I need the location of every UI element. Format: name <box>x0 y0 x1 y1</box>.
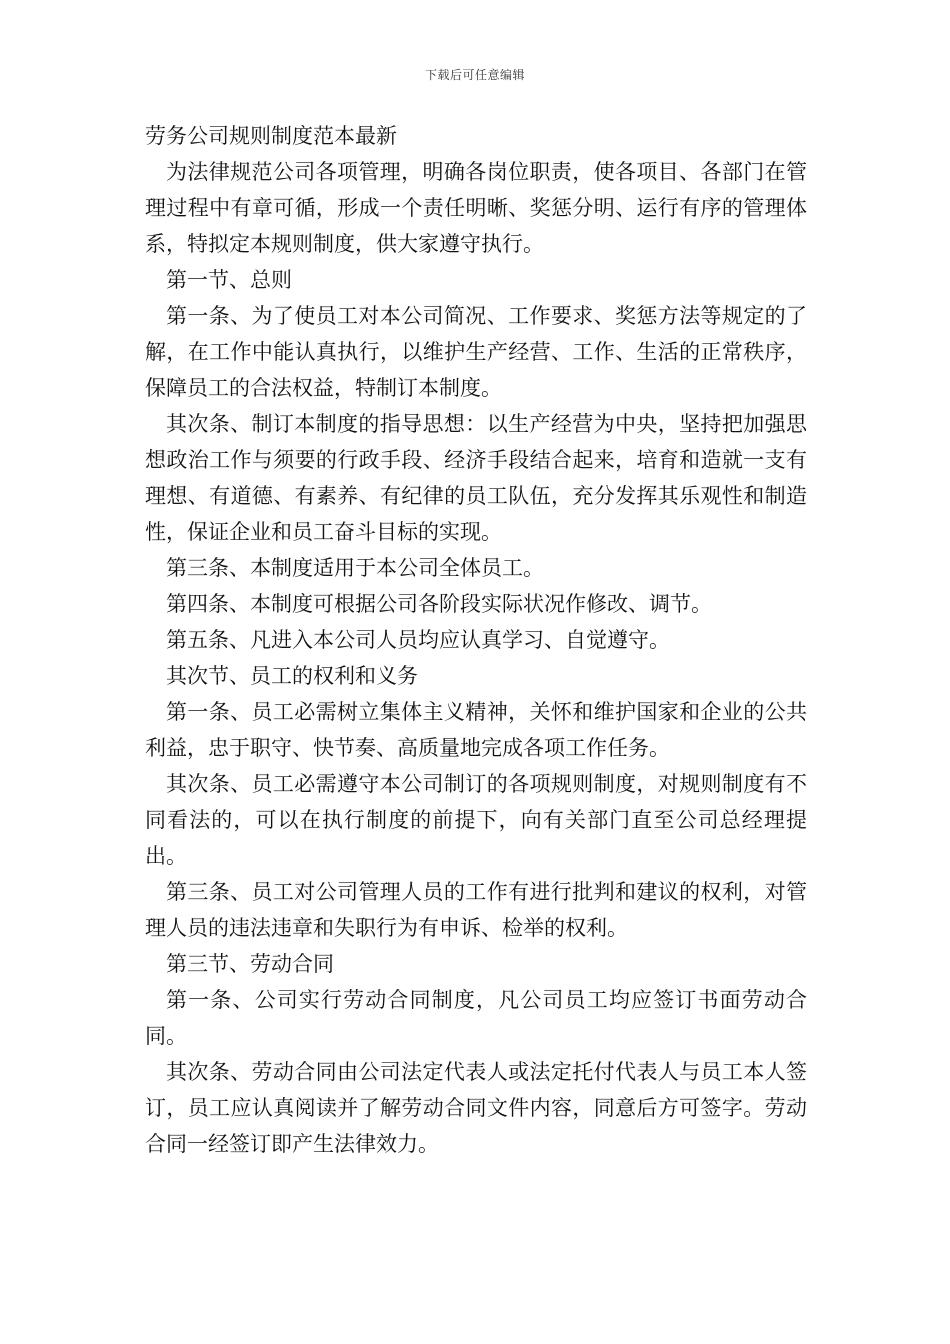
article-paragraph: 第三条、员工对公司管理人员的工作有进行批判和建议的权利，对管理人员的违法违章和失职行为有申诉、检举的权利。 <box>145 880 807 940</box>
article-paragraph: 第一条、为了使员工对本公司简况、工作要求、奖惩方法等规定的了解，在工作中能认真执行，以维护生产经营、工作、生活的正常秩序，保障员工的合法权益，特制订本制度。 <box>145 304 807 400</box>
intro-paragraph: 为法律规范公司各项管理，明确各岗位职责，使各项目、各部门在管理过程中有章可循，形成一个责任明晰、奖惩分明、运行有序的管理体系，特拟定本规则制度，供大家遵守执行。 <box>145 160 807 256</box>
article-paragraph: 第一条、员工必需树立集体主义精神，关怀和维护国家和企业的公共利益，忠于职守、快节奏、高质量地完成各项工作任务。 <box>145 700 807 760</box>
article-paragraph: 第一条、公司实行劳动合同制度，凡公司员工均应签订书面劳动合同。 <box>145 988 807 1048</box>
section-heading-general: 第一节、总则 <box>166 268 292 292</box>
document-body <box>145 118 807 1162</box>
article-paragraph: 第四条、本制度可根据公司各阶段实际状况作修改、调节。 <box>166 592 712 616</box>
article-paragraph: 其次条、劳动合同由公司法定代表人或法定托付代表人与员工本人签订，员工应认真阅读并了解劳动合同文件内容，同意后方可签字。劳动合同一经签订即产生法律效力。 <box>145 1060 807 1156</box>
article-paragraph: 其次条、员工必需遵守本公司制订的各项规则制度，对规则制度有不同看法的，可以在执行制度的前提下，向有关部门直至公司总经理提出。 <box>145 772 807 868</box>
article-paragraph: 其次条、制订本制度的指导思想：以生产经营为中央，坚持把加强思想政治工作与须要的行政手段、经济手段结合起来，培育和造就一支有理想、有道德、有素养、有纪律的员工队伍，充分发挥其乐观性和制造性，保证企业和员工奋斗目标的实现。 <box>145 412 807 544</box>
section-heading-contract: 第三节、劳动合同 <box>166 952 334 976</box>
document-title: 劳务公司规则制度范本最新 <box>145 124 397 148</box>
article-paragraph: 第三条、本制度适用于本公司全体员工。 <box>166 556 544 580</box>
header-note: 下载后可任意编辑 <box>424 68 525 82</box>
section-heading-rights: 其次节、员工的权利和义务 <box>166 664 418 688</box>
article-paragraph: 第五条、凡进入本公司人员均应认真学习、自觉遵守。 <box>166 628 670 652</box>
